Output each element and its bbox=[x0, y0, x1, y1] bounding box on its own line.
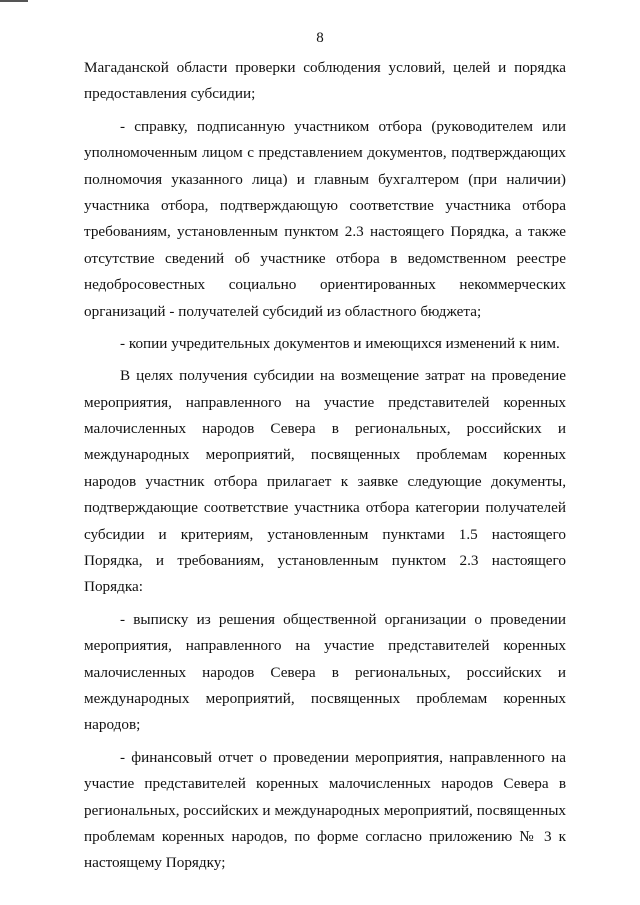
text-line: международных мероприятий, посвященных проблемам коренных bbox=[84, 446, 566, 464]
paragraph bbox=[84, 331, 566, 357]
text-line: мероприятия, направленного на участие представителей коренных bbox=[84, 393, 566, 411]
text-line: мероприятия, направленного на участие представителей коренных bbox=[84, 637, 566, 655]
paragraph bbox=[84, 607, 566, 739]
text-line: субсидии и критериям, установленным пунктами 1.5 настоящего bbox=[84, 525, 566, 543]
text-line: - выписку из решения общественной организации о проведении bbox=[120, 610, 566, 628]
paragraph bbox=[84, 55, 566, 108]
text-line: народов; bbox=[84, 716, 141, 734]
text-line: Магаданской области проверки соблюдения условий, целей и порядка bbox=[84, 59, 566, 76]
text-line: Порядка, и требованиям, установленным пунктом 2.3 настоящего bbox=[84, 552, 566, 570]
text-line: настоящему Порядку; bbox=[84, 854, 226, 872]
text-line: региональных, российских и международных мероприятий, посвященных bbox=[84, 801, 566, 819]
text-line: полномочия указанного лица) и главным бухгалтером (при наличии) bbox=[84, 170, 566, 188]
text-line: международных мероприятий, посвященных проблемам коренных bbox=[84, 689, 566, 707]
text-line: Порядка: bbox=[84, 578, 143, 596]
text-line: участие представителей коренных малочисленных народов Севера в bbox=[84, 775, 566, 793]
paragraph bbox=[84, 363, 566, 601]
text-line: - справку, подписанную участником отбора (руководителем или bbox=[120, 117, 566, 135]
text-line: организаций - получателей субсидий из областного бюджета; bbox=[84, 302, 482, 320]
text-line: малочисленных народов Севера в региональных, российских и bbox=[84, 420, 566, 438]
document-body bbox=[84, 55, 566, 877]
text-line: - финансовый отчет о проведении мероприятия, направленного на bbox=[120, 748, 566, 766]
text-line: недобросовестных социально ориентированных некоммерческих bbox=[84, 276, 566, 294]
text-line: В целях получения субсидии на возмещение затрат на проведение bbox=[120, 367, 566, 385]
text-line: предоставления субсидии; bbox=[84, 85, 256, 103]
scan-edge-mark bbox=[0, 0, 28, 2]
text-line: - копии учредительных документов и имеющихся изменений к ним. bbox=[120, 334, 560, 352]
text-line: проблемам коренных народов, по форме согласно приложению № 3 к bbox=[84, 827, 566, 845]
text-line: участника отбора, подтверждающую соответствие участника отбора bbox=[84, 196, 566, 214]
text-line: уполномоченным лицом с представлением документов, подтверждающих bbox=[84, 144, 566, 162]
text-line: малочисленных народов Севера в региональных, российских и bbox=[84, 663, 566, 681]
text-line: подтверждающие соответствие участника отбора категории получателей bbox=[84, 499, 566, 517]
text-line: народов участник отбора прилагает к заявке следующие документы, bbox=[84, 472, 566, 490]
paragraph bbox=[84, 745, 566, 877]
paragraph bbox=[84, 114, 566, 325]
text-line: требованиям, установленным пунктом 2.3 настоящего Порядка, а также bbox=[84, 223, 566, 241]
page-number: 8 bbox=[316, 30, 324, 46]
text-line: отсутствие сведений об участнике отбора в ведомственном реестре bbox=[84, 249, 566, 267]
